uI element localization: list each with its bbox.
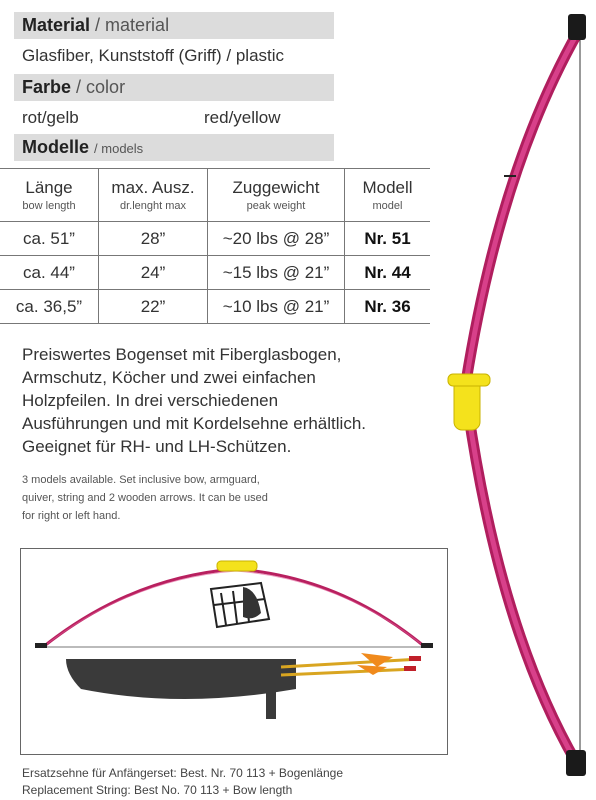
cell-length: ca. 44”	[0, 256, 99, 290]
bow-upper-limb	[466, 32, 578, 382]
cell-draw: 24”	[99, 256, 208, 290]
header-model	[345, 169, 431, 222]
color-title: Farbe	[22, 77, 72, 97]
cell-draw: 28”	[99, 222, 208, 256]
header-model-label: Modell	[362, 178, 413, 197]
set-bow-tip-right	[421, 643, 433, 648]
description-line: 3 models available. Set inclusive bow, armguard,	[22, 474, 260, 486]
bow-lower-limb	[468, 410, 576, 762]
header-draw	[99, 169, 208, 222]
header-draw-sub: dr.lenght max	[119, 200, 187, 212]
bow-grip	[448, 374, 490, 430]
set-bow-tip-left	[35, 643, 47, 648]
cell-length: ca. 51”	[0, 222, 99, 256]
description-line: Armschutz, Köcher und zwei einfachen	[22, 368, 316, 387]
header-length-label: Länge	[25, 178, 73, 197]
header-draw-label: max. Ausz.	[111, 178, 195, 197]
table-row	[0, 290, 430, 324]
color-value-de: rot/gelb	[22, 108, 79, 127]
color-header	[14, 74, 334, 101]
armguard-icon	[211, 583, 269, 627]
table-row	[0, 222, 430, 256]
description-line: Preiswertes Bogenset mit Fiberglasbogen,	[22, 345, 342, 364]
description-line: for right or left hand.	[22, 510, 121, 522]
quiver-icon	[66, 659, 296, 719]
cell-length: ca. 36,5”	[0, 290, 99, 324]
table-row	[0, 256, 430, 290]
color-subtitle: / color	[76, 77, 126, 97]
description-german	[22, 343, 422, 458]
material-subtitle: / material	[95, 15, 170, 35]
description-line: Ausführungen und mit Kordelsehne erhältlich.	[22, 414, 366, 433]
material-value: Glasfiber, Kunststoff (Griff) / plastic	[22, 46, 285, 65]
models-title: Modelle	[22, 137, 90, 157]
cell-model: Nr. 36	[345, 290, 431, 324]
cell-weight: ~10 lbs @ 21”	[208, 290, 345, 324]
cell-weight: ~20 lbs @ 28”	[208, 222, 345, 256]
bow-image	[440, 10, 596, 790]
material-title: Material	[22, 15, 91, 35]
header-length	[0, 169, 99, 222]
models-subtitle: / models	[94, 141, 144, 156]
description-english	[22, 471, 362, 525]
material-header	[14, 12, 334, 39]
bow-tip-bottom	[566, 750, 586, 776]
set-bow-grip	[217, 561, 257, 571]
product-set-photo	[20, 548, 448, 755]
cell-draw: 22”	[99, 290, 208, 324]
header-weight	[208, 169, 345, 222]
description-line: Geeignet für RH- und LH-Schützen.	[22, 437, 292, 456]
header-length-sub: bow length	[22, 200, 76, 212]
replacement-string-en: Replacement String: Best No. 70 113 + Bow length	[22, 783, 293, 797]
arrows-icon	[281, 653, 421, 675]
cell-model: Nr. 44	[345, 256, 431, 290]
bow-tip-top	[568, 14, 586, 40]
table-header-row	[0, 169, 430, 222]
models-header	[14, 134, 334, 161]
replacement-string-de: Ersatzsehne für Anfängerset: Best. Nr. 70 113 + Bogenlänge	[22, 766, 343, 780]
description-line: quiver, string and 2 wooden arrows. It can be used	[22, 492, 268, 504]
description-line: Holzpfeilen. In drei verschiedenen	[22, 391, 279, 410]
cell-weight: ~15 lbs @ 21”	[208, 256, 345, 290]
color-value-en: red/yellow	[204, 108, 281, 127]
bow-set-illustration	[21, 549, 447, 754]
header-model-sub: model	[372, 200, 403, 212]
header-weight-sub: peak weight	[246, 200, 306, 212]
cell-model: Nr. 51	[345, 222, 431, 256]
models-table	[0, 168, 430, 324]
header-weight-label: Zuggewicht	[232, 178, 320, 197]
